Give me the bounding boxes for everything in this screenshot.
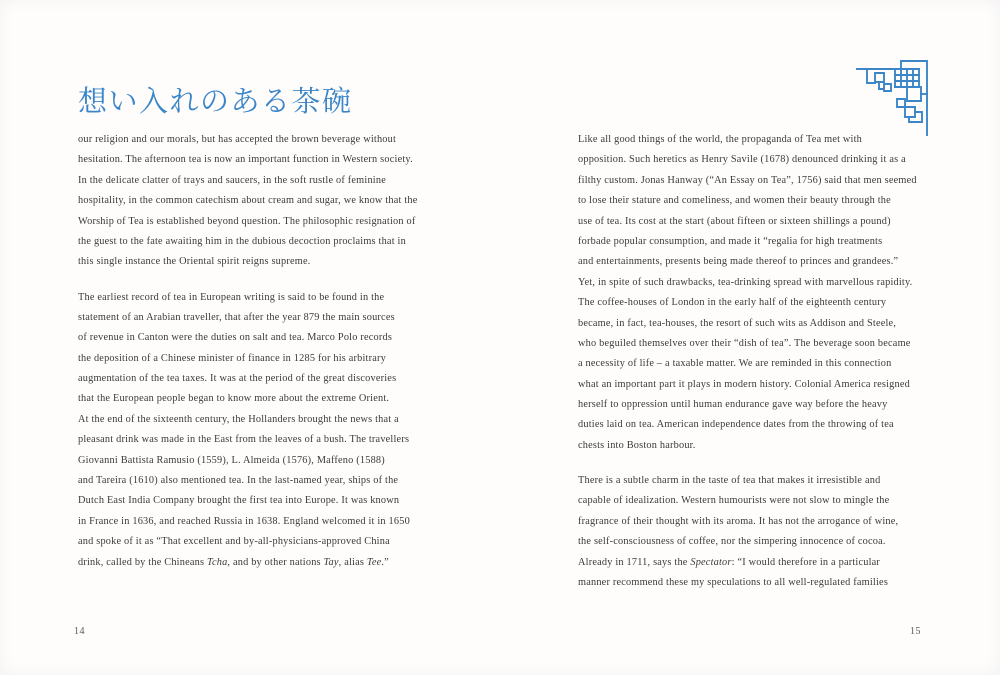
text-line: hospitality, in the common catechism about cream and sugar, we know that the	[78, 195, 418, 207]
chapter-title: 想い入れのある茶碗	[78, 86, 353, 119]
text-line: the guest to the fate awaiting him in the dubious decoction proclaims that in	[78, 235, 406, 247]
text-line: our religion and our morals, but has accepted the brown beverage without	[78, 134, 397, 145]
text-line: in France in 1636, and reached Russia in 1638. England welcomed it in 1650	[78, 515, 410, 527]
text-line: to lose their stature and comeliness, and women their beauty through the	[578, 195, 891, 207]
text-line: herself to oppression until human endurance gave way before the heavy	[578, 399, 888, 411]
text-line: opposition. Such heretics as Henry Savile (1678) denounced drinking it as a	[578, 154, 906, 166]
text-line: Giovanni Battista Ramusio (1559), L. Almeida (1576), Maffeno (1588)	[78, 454, 385, 466]
text-line: this single instance the Oriental spirit reigns supreme.	[78, 256, 311, 268]
text-line: of revenue in Canton were the duties on salt and tea. Marco Polo records	[78, 332, 393, 344]
text-line: and spoke of it as “That excellent and by-all-physicians-approved China	[78, 536, 390, 548]
paragraph	[78, 130, 440, 273]
lattice-corner-ornament-icon	[856, 58, 936, 141]
text-line: fragrance of their thought with its aroma. It has not the arrogance of wine,	[578, 515, 899, 527]
left-column-text	[78, 130, 440, 573]
page-number-right: 15	[910, 626, 921, 637]
text-line: duties laid on tea. American independence dates from the throwing of tea	[578, 419, 894, 431]
text-line: There is a subtle charm in the taste of tea that makes it irresistible and	[578, 475, 881, 487]
text-line: hesitation. The afternoon tea is now an important function in Western society.	[78, 154, 413, 166]
text-line: pleasant drink was made in the East from the leaves of a bush. The travellers	[78, 434, 410, 446]
text-line: Yet, in spite of such drawbacks, tea-drinking spread with marvellous rapidity.	[578, 276, 913, 288]
text-line: who beguiled themselves over their “dish of tea”. The beverage soon became	[578, 337, 911, 349]
text-line: Already in 1711, says the Spectator: “I would therefore in a particular	[578, 556, 881, 568]
text-line: capable of idealization. Western humourists were not slow to mingle the	[578, 495, 890, 507]
text-line: Dutch East India Company brought the first tea into Europe. It was known	[78, 495, 400, 507]
text-line: and entertainments, presents being made thereof to princes and grandees.”	[578, 256, 899, 268]
text-line: filthy custom. Jonas Hanway (“An Essay on Tea”, 1756) said that men seemed	[578, 174, 917, 186]
page-number-left: 14	[74, 626, 85, 637]
text-line: the deposition of a Chinese minister of finance in 1285 for his arbitrary	[78, 352, 386, 364]
text-line: manner recommend these my speculations to all well-regulated families	[578, 577, 889, 588]
text-line: In the delicate clatter of trays and saucers, in the soft rustle of feminine	[78, 174, 386, 186]
text-line: Like all good things of the world, the propaganda of Tea met with	[578, 134, 863, 145]
text-line: and Tareira (1610) also mentioned tea. In the last-named year, ships of the	[78, 475, 399, 487]
text-line: the self-consciousness of coffee, nor the simpering innocence of cocoa.	[578, 536, 886, 548]
text-line: Worship of Tea is established beyond question. The philosophic resignation of	[78, 215, 416, 227]
text-line: statement of an Arabian traveller, that after the year 879 the main sources	[78, 311, 395, 323]
text-line: became, in fact, tea-houses, the resort of such wits as Addison and Steele,	[578, 317, 897, 329]
right-column-text	[578, 130, 940, 593]
text-line: At the end of the sixteenth century, the Hollanders brought the news that a	[78, 413, 399, 425]
text-line: a necessity of life – a taxable matter. We are reminded in this connection	[578, 358, 892, 370]
text-line: use of tea. Its cost at the start (about fifteen or sixteen shillings a pound)	[578, 215, 891, 227]
text-line: The coffee-houses of London in the early half of the eighteenth century	[578, 297, 887, 309]
paragraph	[578, 130, 940, 456]
text-line: what an important part it plays in modern history. Colonial America resigned	[578, 378, 910, 390]
paragraph	[78, 288, 440, 573]
text-line: augmentation of the tea taxes. It was at the period of the great discoveries	[78, 373, 397, 385]
text-line: forbade popular consumption, and made it “regalia for high treatments	[578, 235, 883, 247]
paragraph	[578, 471, 940, 593]
text-line: The earliest record of tea in European writing is said to be found in the	[78, 291, 385, 303]
text-line: chests into Boston harbour.	[578, 439, 696, 451]
text-line: drink, called by the Chineans Tcha, and by other nations Tay, alias Tee.”	[78, 556, 389, 568]
text-line: that the European people began to know more about the extreme Orient.	[78, 393, 390, 405]
